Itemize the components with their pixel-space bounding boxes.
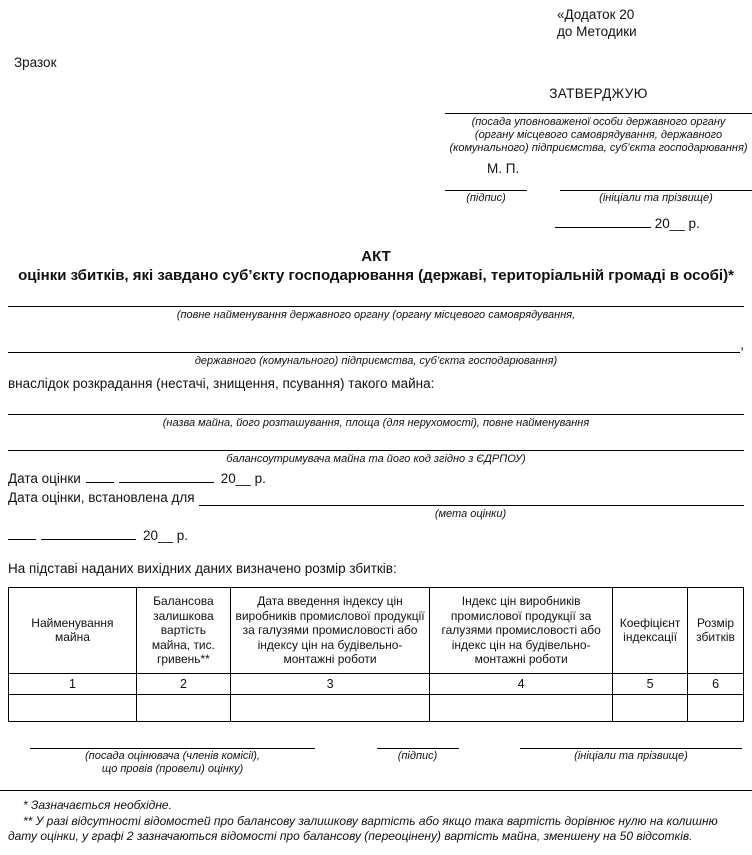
- appraiser-name-field: [520, 748, 742, 763]
- basis-text: На підставі наданих вихідних даних визначено розмір збитків:: [8, 561, 397, 576]
- valuation-date-label: Дата оцінки: [8, 471, 81, 486]
- footnote-2: ** У разі відсутності відомостей про балансову залишкову вартість або якщо така вартість дорівнює нулю на колишню дату оцінки, у графі 2 зазначаються відомості про балансову (переоцінену) вартість майна, зменшену на 50 відсотків.: [8, 813, 718, 843]
- losses-table-empty-row: [9, 695, 744, 722]
- footnote-1: * Зазначається необхідне.: [23, 798, 172, 812]
- approve-signature-field: [445, 190, 527, 205]
- losses-table-header-row: [9, 588, 744, 674]
- org-name-blank-line-2-rule: [8, 340, 740, 353]
- column-number-cell: 5: [613, 673, 688, 695]
- approval-block: [445, 85, 752, 232]
- valuation-purpose-blank-line: [199, 493, 744, 506]
- appraiser-caption-line-2: що провів (провели) оцінку): [101, 763, 244, 775]
- approve-signature-row: [445, 190, 752, 205]
- valuation-date-for-line: [8, 489, 744, 506]
- valuation-date-suffix: 20__ р.: [220, 471, 266, 486]
- empty-cell: [613, 695, 688, 722]
- valuation-purpose-caption: (мета оцінки): [434, 508, 507, 520]
- org-name-trailing-comma: ,: [740, 337, 744, 352]
- valuation-date-for-label: Дата оцінки, встановлена для: [8, 490, 195, 505]
- org-name-blank-line-2: [8, 336, 744, 353]
- header-index-intro-date: Дата введення індексу цін виробників промислової продукції за галузями промисловості або індексу цін на будівельно-монтажні роботи: [230, 588, 429, 674]
- column-number-cell: 6: [688, 673, 744, 695]
- approve-name-field: [560, 190, 752, 205]
- appraiser-caption-line-1: (посада оцінювача (членів комісії),: [84, 750, 260, 762]
- cause-text: внаслідок розкрадання (нестачі, знищення, псування) такого майна:: [8, 376, 435, 391]
- appendix-line-2: до Методики: [557, 24, 637, 39]
- org-name-caption-1: (повне найменування державного органу (органу місцевого самоврядування,: [176, 309, 576, 321]
- empty-cell: [688, 695, 744, 722]
- header-book-value: Балансова залишкова вартість майна, тис. гривень**: [136, 588, 230, 674]
- approve-caption-line-1: (посада уповноваженої особи державного органу: [471, 116, 726, 128]
- footnote-separator: [0, 790, 752, 791]
- org-name-blank-line-1: [8, 294, 744, 307]
- header-indexation-coefficient: Коефіцієнт індексації: [613, 588, 688, 674]
- appraiser-signature-row: [8, 748, 744, 776]
- column-number-cell: 2: [136, 673, 230, 695]
- appraiser-signature-field: [377, 748, 459, 763]
- header-price-index: Індекс цін виробників промислової продукції за галузями промисловості або індекс цін на будівельно-монтажні роботи: [430, 588, 613, 674]
- empty-cell: [9, 695, 137, 722]
- header-property-name: Найменування майна: [9, 588, 137, 674]
- column-number-cell: 3: [230, 673, 429, 695]
- empty-cell: [430, 695, 613, 722]
- losses-table-number-row: [9, 673, 744, 695]
- valuation-date2-month-blank: [41, 527, 136, 540]
- footnotes: [8, 798, 744, 845]
- valuation-date-line-2: [8, 527, 744, 544]
- sample-label: Зразок: [14, 55, 57, 70]
- act-title: АКТ: [361, 248, 391, 265]
- valuation-date2-day-blank: [8, 527, 36, 540]
- approve-name-caption: (ініціали та прізвище): [599, 192, 713, 204]
- column-number-cell: 1: [9, 673, 137, 695]
- org-name-caption-2: державного (комунального) підприємства, суб’єкта господарювання): [194, 355, 558, 367]
- empty-cell: [136, 695, 230, 722]
- appendix-reference: [557, 6, 744, 40]
- valuation-date2-suffix: 20__ р.: [143, 528, 189, 543]
- losses-table: [8, 587, 744, 722]
- property-caption-2: балансоутримувача майна та його код згідно з ЄДРПОУ): [226, 453, 526, 465]
- approve-date-suffix: 20__ р.: [654, 216, 700, 231]
- approve-caption-line-3: (комунального) підприємства, суб’єкта господарювання): [449, 142, 748, 154]
- approve-position-field: [445, 113, 752, 155]
- header-loss-amount: Розмір збитків: [688, 588, 744, 674]
- empty-cell: [230, 695, 429, 722]
- approve-caption-line-2: (органу місцевого самоврядування, державного: [474, 129, 723, 141]
- approve-date-line: [555, 215, 752, 232]
- stamp-placeholder: М. П.: [487, 161, 520, 176]
- property-blank-line-1: [8, 402, 744, 415]
- approve-date-blank-line: [555, 215, 651, 228]
- approve-sign-caption: (підпис): [466, 192, 506, 204]
- valuation-date-month-blank: [119, 470, 214, 483]
- approve-title: ЗАТВЕРДЖУЮ: [549, 86, 648, 101]
- property-blank-line-2: [8, 438, 744, 451]
- act-subtitle: оцінки збитків, які завдано суб’єкту господарювання (державі, територіальній громаді в особі)*: [18, 267, 734, 284]
- property-caption-1: (назва майна, його розташування, площа (для нерухомості), повне найменування: [162, 417, 590, 429]
- valuation-date-line: [8, 470, 744, 487]
- appendix-line-1: «Додаток 20: [557, 7, 635, 22]
- valuation-date-day-blank: [86, 470, 114, 483]
- appraiser-position-field: [30, 748, 315, 776]
- column-number-cell: 4: [430, 673, 613, 695]
- appraiser-sign-caption: (підпис): [397, 750, 438, 762]
- appraiser-name-caption: (ініціали та прізвище): [574, 750, 688, 762]
